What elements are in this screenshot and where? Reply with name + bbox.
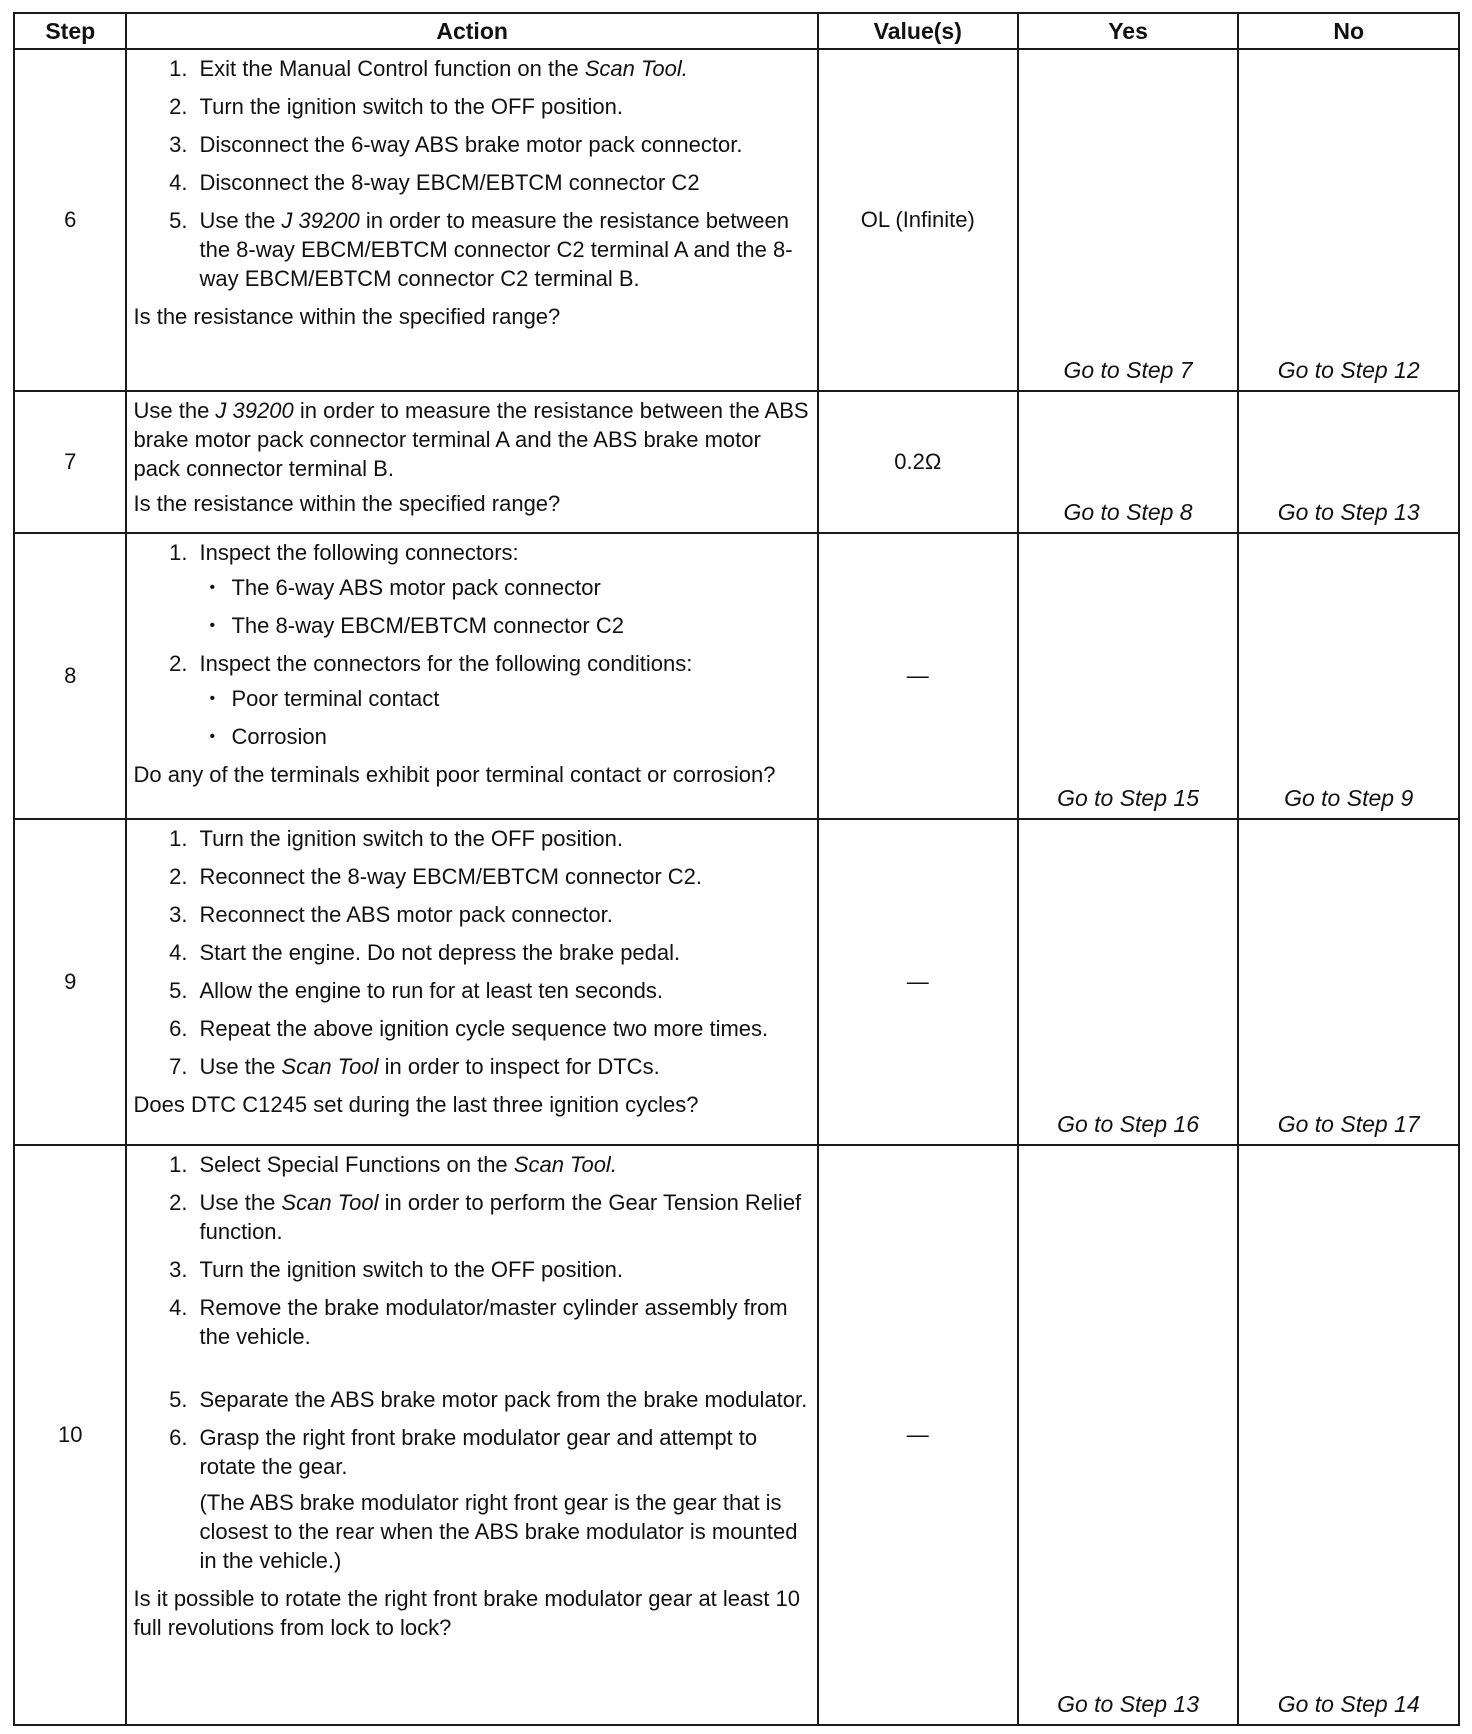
bullet-item: • Poor terminal contact	[231, 684, 810, 713]
bullet-item: • The 6-way ABS motor pack connector	[231, 573, 810, 602]
table-row-step-6	[14, 49, 1459, 391]
yes-link[interactable]: Go to Step 8	[1018, 391, 1239, 533]
list-item: 1. Exit the Manual Control function on the Scan Tool.	[169, 56, 688, 81]
list-item: 3. Turn the ignition switch to the OFF position.	[169, 1256, 623, 1282]
list-item: 3. Reconnect the ABS motor pack connector.	[169, 902, 613, 928]
list-item: 4. Disconnect the 8-way EBCM/EBTCM connector C2	[169, 170, 700, 195]
header-yes: Yes	[1018, 13, 1239, 49]
list-item: 6. Grasp the right front brake modulator gear and attempt to rotate the gear. (The ABS brake modulator right front gear is the gear that is closest to the rear when the ABS brake modulator is mounted in the vehicle.)	[199, 1423, 810, 1575]
action-cell	[126, 49, 817, 391]
action-list	[133, 824, 810, 1081]
bullet-list	[199, 573, 810, 640]
no-link[interactable]: Go to Step 12	[1238, 49, 1459, 391]
list-item: 3. Disconnect the 6-way ABS brake motor pack connector.	[169, 132, 743, 157]
action-list	[133, 1150, 810, 1575]
step-number: 7	[14, 391, 126, 533]
question-text: Does DTC C1245 set during the last three ignition cycles?	[133, 1092, 699, 1118]
list-item: 1. Turn the ignition switch to the OFF position.	[169, 826, 623, 852]
list-item: 2. Turn the ignition switch to the OFF position.	[169, 94, 623, 119]
list-item: 2. Use the Scan Tool in order to perform the Gear Tension Relief function.	[169, 1189, 802, 1244]
action-cell	[126, 533, 817, 819]
list-item: 5. Use the J 39200 in order to measure the resistance between the 8-way EBCM/EBTCM connector C2 terminal A and the 8-way EBCM/EBTCM connector C2 terminal B.	[169, 208, 793, 291]
note-text: (The ABS brake modulator right front gear is the gear that is closest to the rear when the ABS brake modulator is mounted in the vehicle.)	[199, 1489, 798, 1573]
header-row	[14, 13, 1459, 49]
header-step: Step	[14, 13, 126, 49]
no-link[interactable]: Go to Step 17	[1238, 819, 1459, 1145]
header-action: Action	[126, 13, 817, 49]
question-text: Is the resistance within the specified range?	[133, 304, 561, 329]
value-cell: OL (Infinite)	[818, 49, 1018, 391]
list-item: 2. Inspect the connectors for the following conditions: • Poor terminal contact • Corrosion	[199, 649, 810, 751]
table-row-step-10	[14, 1145, 1459, 1725]
step-number: 6	[14, 49, 126, 391]
list-item: 7. Use the Scan Tool in order to inspect for DTCs.	[169, 1054, 660, 1080]
yes-link[interactable]: Go to Step 13	[1018, 1145, 1239, 1725]
list-item: 1. Inspect the following connectors: • The 6-way ABS motor pack connector • The 8-way EBCM/EBTCM connector C2	[199, 538, 810, 640]
question-text: Do any of the terminals exhibit poor terminal contact or corrosion?	[133, 761, 776, 787]
no-link[interactable]: Go to Step 9	[1238, 533, 1459, 819]
value-cell: —	[818, 1145, 1018, 1725]
list-item: 4. Remove the brake modulator/master cylinder assembly from the vehicle.	[169, 1294, 788, 1349]
yes-link[interactable]: Go to Step 15	[1018, 533, 1239, 819]
bullet-item: • Corrosion	[231, 722, 810, 751]
list-item: 6. Repeat the above ignition cycle sequence two more times.	[169, 1016, 769, 1042]
list-item: 2. Reconnect the 8-way EBCM/EBTCM connector C2.	[169, 864, 703, 890]
step-number: 9	[14, 819, 126, 1145]
question-text: Is the resistance within the specified range?	[133, 490, 561, 516]
bullet-item: • The 8-way EBCM/EBTCM connector C2	[231, 611, 810, 640]
step-number: 8	[14, 533, 126, 819]
action-list	[133, 538, 810, 751]
table-row-step-9	[14, 819, 1459, 1145]
table-row-step-8	[14, 533, 1459, 819]
no-link[interactable]: Go to Step 13	[1238, 391, 1459, 533]
value-cell: —	[818, 533, 1018, 819]
list-item: 5. Separate the ABS brake motor pack from the brake modulator.	[169, 1386, 808, 1412]
value-cell: 0.2Ω	[818, 391, 1018, 533]
action-cell	[126, 819, 817, 1145]
header-value: Value(s)	[818, 13, 1018, 49]
header-no: No	[1238, 13, 1459, 49]
yes-link[interactable]: Go to Step 7	[1018, 49, 1239, 391]
question-text: Is it possible to rotate the right front brake modulator gear at least 10 full revolutions from lock to lock?	[133, 1585, 800, 1640]
no-link[interactable]: Go to Step 14	[1238, 1145, 1459, 1725]
list-item: 1. Select Special Functions on the Scan Tool.	[169, 1151, 617, 1177]
value-cell: —	[818, 819, 1018, 1145]
action-list	[133, 54, 810, 293]
action-cell	[126, 1145, 817, 1725]
bullet-list	[199, 684, 810, 751]
list-item: 4. Start the engine. Do not depress the brake pedal.	[169, 940, 681, 966]
table-row-step-7	[14, 391, 1459, 533]
step-number: 10	[14, 1145, 126, 1725]
action-cell	[126, 391, 817, 533]
action-paragraph: Use the J 39200 in order to measure the resistance between the ABS brake motor pack connector terminal A and the ABS brake motor pack connector terminal B.	[133, 397, 809, 481]
yes-link[interactable]: Go to Step 16	[1018, 819, 1239, 1145]
list-item: 5. Allow the engine to run for at least ten seconds.	[169, 978, 663, 1004]
diagnostic-table	[13, 12, 1460, 1726]
